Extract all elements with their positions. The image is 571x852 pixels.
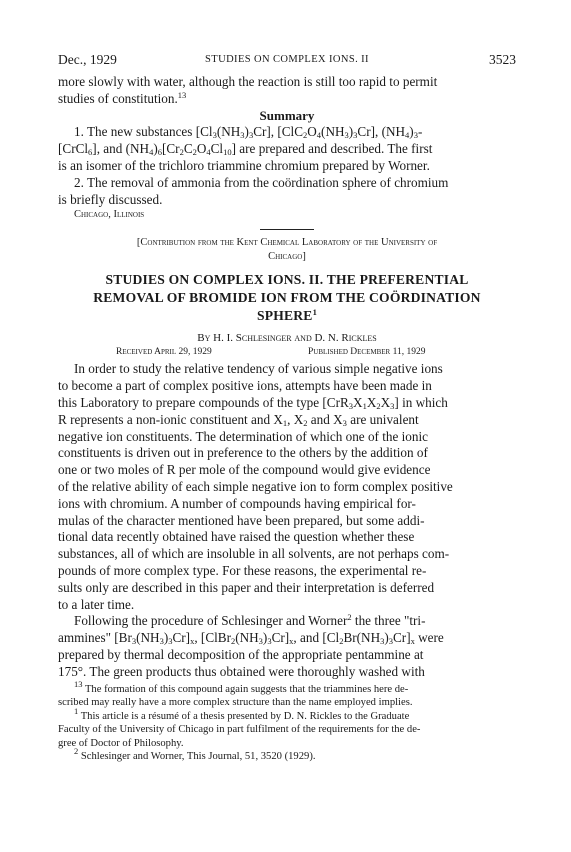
text-line: [CrCl$_6$], and $(NH_4)_6[Cr_2C_2O_4Cl_{10}]$ are prepared and described. The first [58, 141, 433, 158]
text-line: more slowly with water, although the reaction is still too rapid to permit [58, 74, 438, 89]
article-title: STUDIES ON COMPLEX IONS. II. THE PREFERENTIAL REMOVAL OF BROMIDE ION FROM THE COÖRDINATION SPHERE$^1$ [93, 272, 481, 324]
summary-item-1: 1. The new substances $[Cl_3(NH_3)_3Cr]$, $[ClC_2O_4(NH_3)_3Cr]$, $(NH_4)_3-$ [74, 124, 423, 141]
text-line: is an isomer of the trichloro triammine chromium prepared by Worner. [58, 157, 430, 173]
received-date: Received April 29, 1929 [116, 347, 212, 358]
journal-page [58, 52, 516, 764]
header-date: Dec., 1929 [58, 52, 117, 67]
text-line: is briefly discussed. [58, 191, 163, 207]
footnote-1: $^1$ This article is a résumé of a thesis presented by D. N. Rickles to the Graduate [74, 705, 410, 722]
footnote-ref: 2 [347, 612, 352, 623]
footnote-2: $^2$ Schlesinger and Worner, This Journal, 51, 3520 (1929). [74, 746, 316, 763]
footnote-13: $^{13}$ The formation of this compound again suggests that the triammines here de- [74, 678, 409, 695]
authors: By H. I. Schlesinger and D. N. Rickles [197, 332, 377, 345]
affiliation-place: Chicago, Illinois [74, 209, 145, 221]
running-header [58, 52, 516, 72]
summary-section [58, 124, 516, 222]
published-date: Published December 11, 1929 [308, 347, 426, 358]
body-paragraph-2: Following the procedure of Schlesinger and Worner$^2$ the three "tri- ammines" $[Br_3(NH_3)_3Cr]_x$, $[ClBr_2(NH_3)_3Cr]_x$, and $[Cl_2Br(NH_3)_3Cr]_x$ were prepared by thermal decomposition of the appropriate pentammine at 175°. The green products thus obtained were thoroughly washed with [58, 612, 444, 679]
summary-heading: Summary [259, 107, 315, 123]
continued-text [58, 74, 516, 108]
text-line: studies of constitution.$^{13}$ [58, 89, 187, 106]
summary-item-2: 2. The removal of ammonia from the coördination sphere of chromium [74, 174, 449, 190]
footnote-ref: 1 [312, 307, 318, 318]
body-paragraph-1: In order to study the relative tendency of various simple negative ions to become a part of complex positive ions, attempts have been made in this Laboratory to prepare compounds of the type $[CrR_3X_1X_2X_3]$ in which R represents a non-ionic constituent and $X_1$, $X_2$ and $X_3$ are univalent negative ion constituents. The determination of which one of the ionic constituents is driven out in preference to the others by the addition of one or two moles of R per mole of the compound would give evidence of the relative ability of each simple negative ion to form complex positive ions with chromium. A number of compounds having empirical for- mulas of the character mentioned have been prepared, but some addi- tional data recently obtained have raised the question whether these substances, all of which are insoluble in all solvents, are not perhaps com- pounds of more complex type. For these reasons, the experimental re- sults only are described in this paper and their interpretation is deferred to a later time. [58, 361, 453, 612]
footnotes: $^{13}$ The formation of this compound again suggests that the triammines here de- scribed may really have a more complex structure than the name employed implies. $^1$ This article is a résumé of a thesis presented by D. N. Rickles to the Graduate Faculty of the University of Chicago in part fulfilment of the requirements for the de- gree of Doctor of Philosophy. $^2$ Schlesinger and Worner, This Journal, 51, 3520 (1929). [58, 683, 516, 765]
contribution-note: [Contribution from the Kent Chemical Laboratory of the University of Chicago] [136, 237, 438, 263]
page-number: 3523 [489, 52, 516, 67]
footnote-ref: 13 [177, 89, 187, 100]
header-title: STUDIES ON COMPLEX IONS. II [205, 54, 369, 65]
article-dates [58, 347, 516, 361]
section-divider [260, 229, 314, 230]
